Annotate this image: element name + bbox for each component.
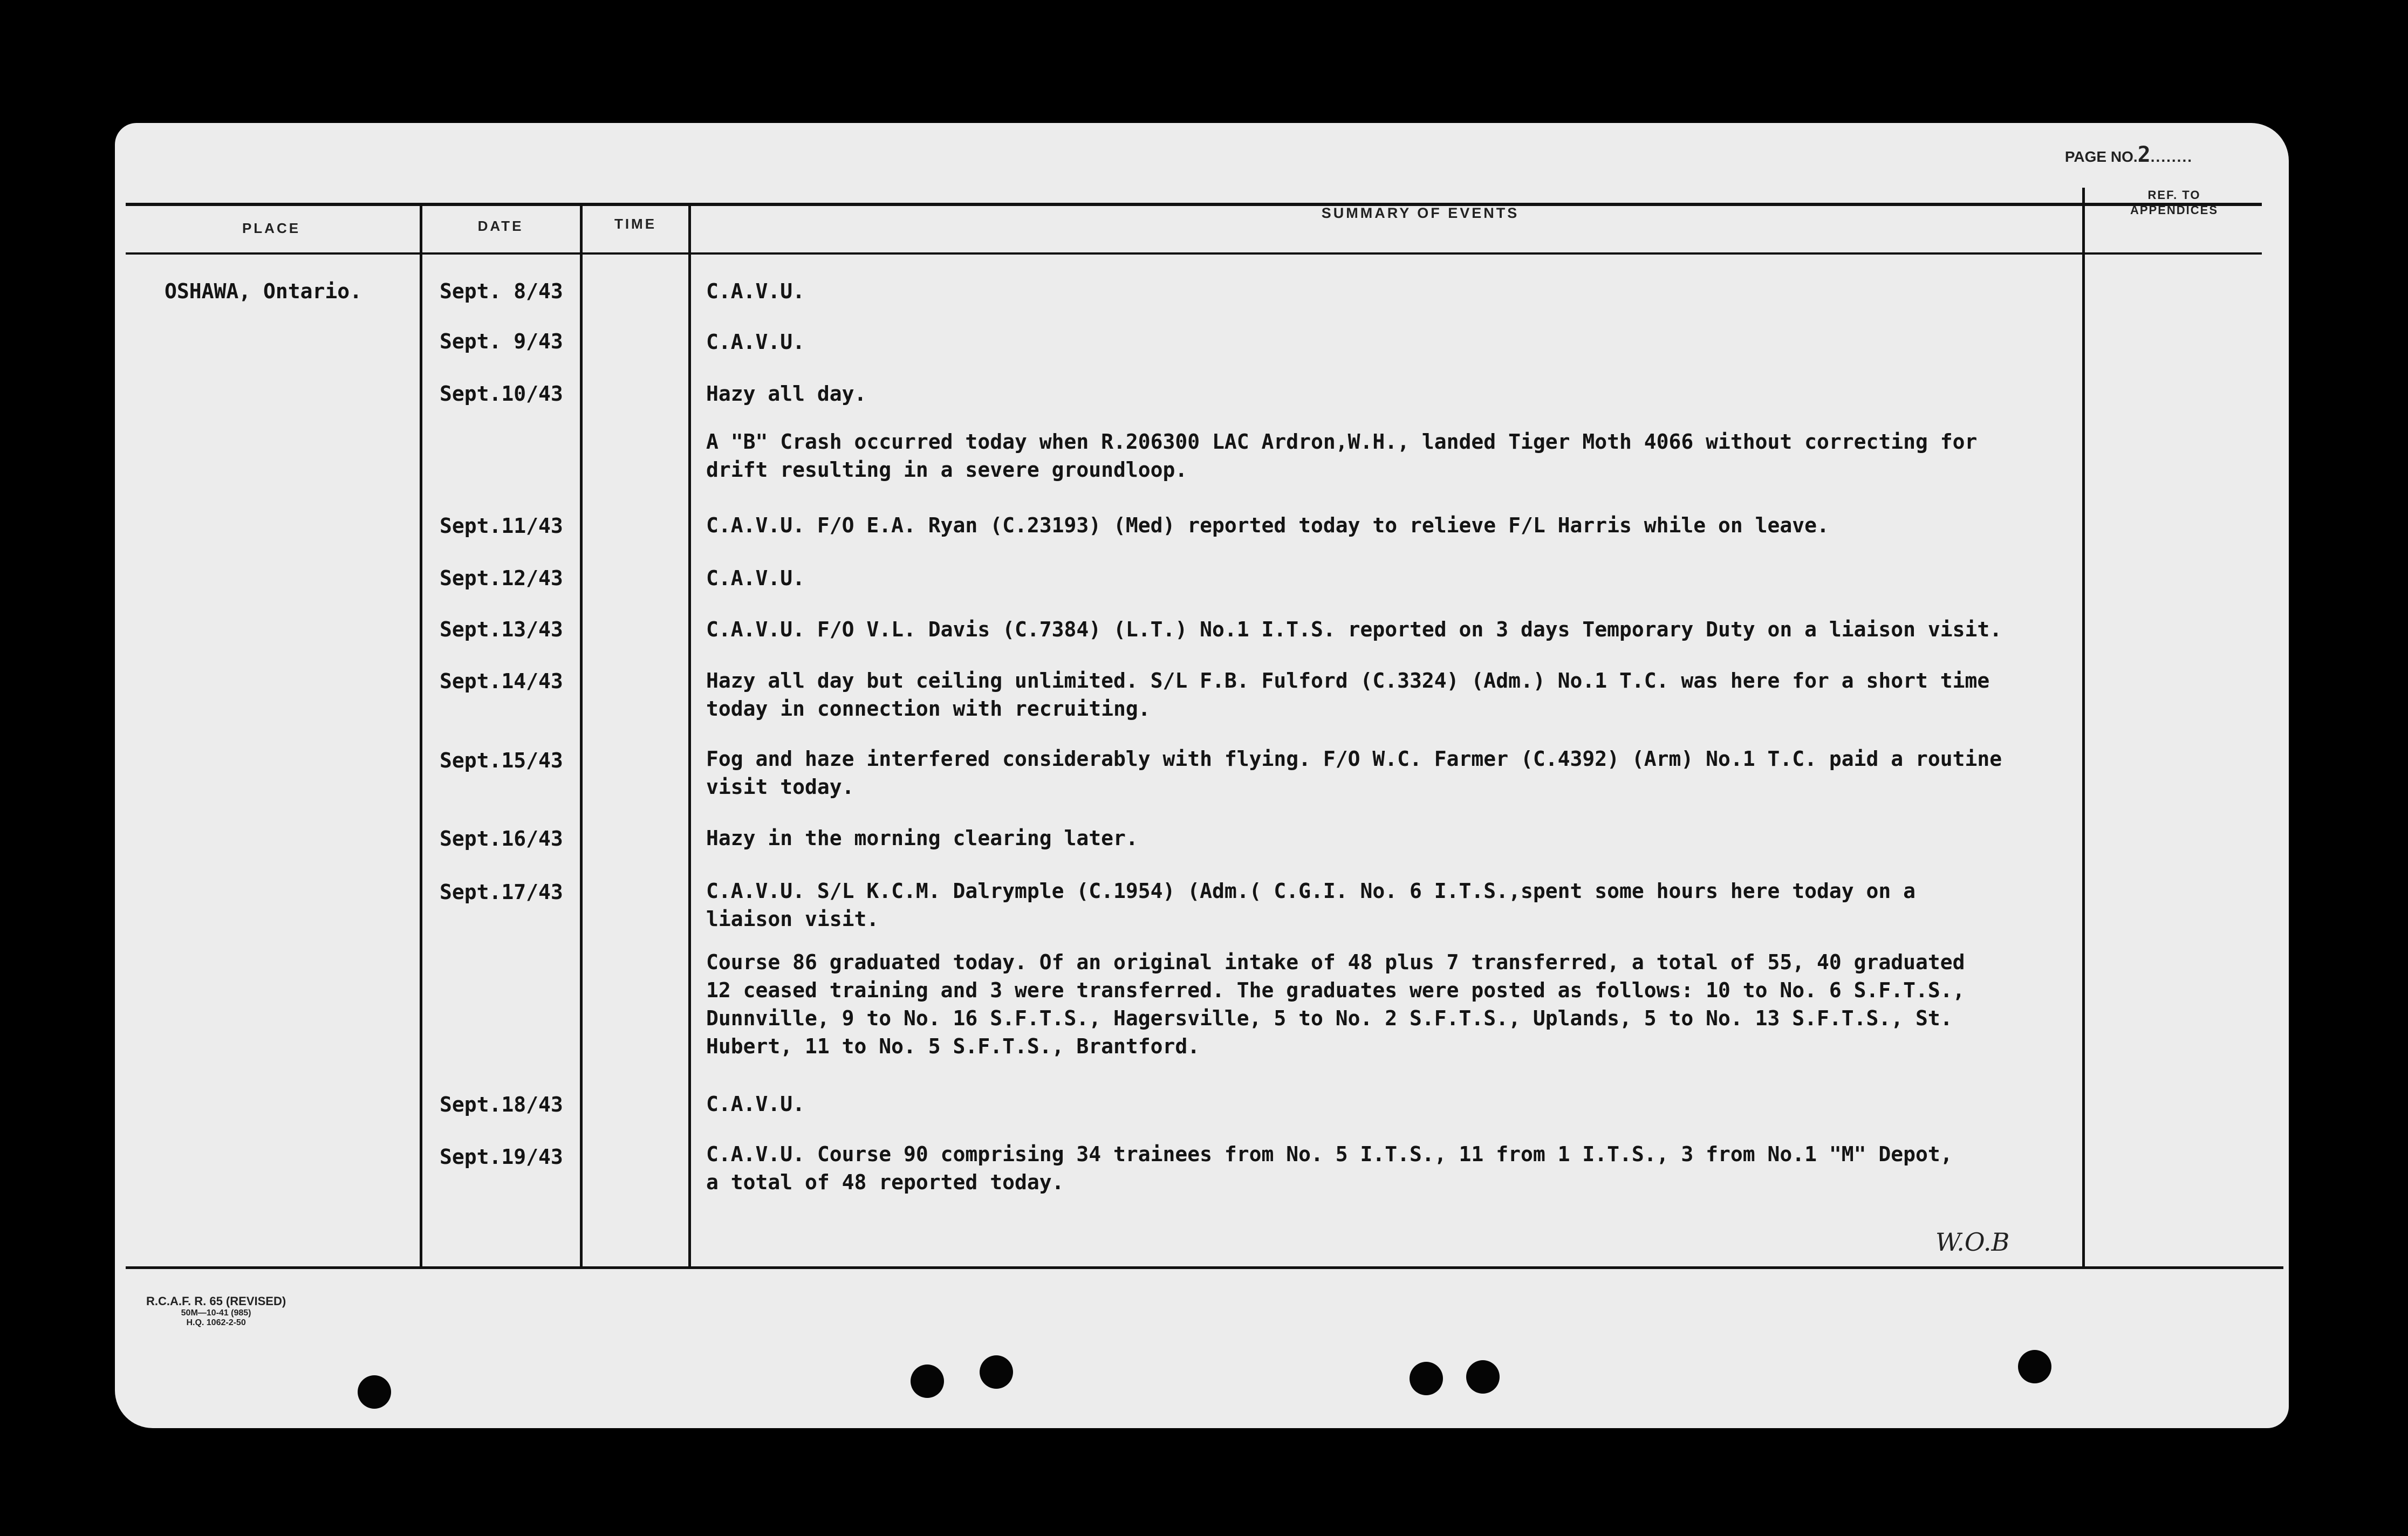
summary-line: C.A.V.U. [706,279,805,303]
date-cell: Sept.13/43 [440,618,563,641]
summary-line: drift resulting in a severe groundloop. [706,458,1188,482]
summary-entry [706,667,1989,723]
col-ref-header [2092,188,2256,218]
summary-entry [706,328,805,356]
date-cell: Sept.14/43 [440,669,563,693]
punch-hole [1466,1360,1500,1394]
summary-line: 12 ceased training and 3 were transferred. The graduates were posted as follows: 10 to No. 6 S.F.T.S., [706,978,1965,1002]
summary-line: C.A.V.U. [706,566,805,590]
summary-entry [706,615,2002,643]
punch-hole [911,1364,944,1398]
punch-hole [980,1355,1013,1389]
place-date-divider [420,206,422,1266]
summary-entry [706,380,866,408]
summary-line: Hazy in the morning clearing later. [706,826,1138,850]
date-cell: Sept.15/43 [440,749,563,772]
date-time-divider [580,206,583,1266]
summary-line: C.A.V.U. F/O V.L. Davis (C.7384) (L.T.) No.1 I.T.S. reported on 3 days Temporary Duty on a liaison visit. [706,618,2002,641]
summary-line: C.A.V.U. [706,330,805,354]
summary-line: C.A.V.U. [706,1092,805,1116]
col-date-header: DATE [477,218,524,234]
summary-entry [706,745,2002,801]
summary-entry [706,824,1138,852]
date-cell: Sept.19/43 [440,1145,563,1169]
summary-line: C.A.V.U. S/L K.C.M. Dalrymple (C.1954) (Adm.( C.G.I. No. 6 I.T.S.,spent some hours here today on a [706,879,1916,903]
col-summary-header: SUMMARY OF EVENTS [1321,205,1520,221]
summary-entry [706,277,805,305]
punch-hole [358,1375,391,1409]
date-cell: Sept.17/43 [440,880,563,904]
summary-line: Hazy all day but ceiling unlimited. S/L F.B. Fulford (C.3324) (Adm.) No.1 T.C. was here for a short time [706,669,1990,692]
form-number-line2: 50M—10-41 (985) [181,1308,251,1318]
summary-entry [706,1140,1953,1196]
date-cell: Sept.11/43 [440,514,563,538]
page-number-value: 2 [2137,142,2151,167]
summary-line: C.A.V.U. Course 90 comprising 34 trainees from No. 5 I.T.S., 11 from 1 I.T.S., 3 from No.1 "M" Depot, [706,1142,1953,1166]
time-summary-divider [688,206,691,1266]
col-place-header: PLACE [242,220,301,236]
table-bottom-rule [126,1266,2283,1269]
summary-line: A "B" Crash occurred today when R.206300 LAC Ardron,W.H., landed Tiger Moth 4066 without correcting for [706,430,1978,454]
col-ref-header-line1: REF. TO [2147,188,2201,202]
summary-line: today in connection with recruiting. [706,697,1151,721]
page-number-label: PAGE NO. [2064,148,2138,165]
place-cell: OSHAWA, Ontario. [165,279,362,303]
header-top-rule [126,203,2262,206]
page-number [2065,142,2193,167]
summary-entry [706,564,805,592]
summary-line: C.A.V.U. F/O E.A. Ryan (C.23193) (Med) reported today to relieve F/L Harris while on leave. [706,513,1829,537]
date-cell: Sept.10/43 [440,382,563,406]
summary-line: a total of 48 reported today. [706,1170,1064,1194]
col-ref-header-line2: APPENDICES [2130,203,2219,217]
date-cell: Sept.12/43 [440,566,563,590]
page-number-dots: ........ [2150,148,2193,165]
form-number-line1: R.C.A.F. R. 65 (REVISED) [146,1294,286,1308]
summary-entry [706,877,1916,933]
punch-hole [1410,1362,1443,1395]
summary-line: visit today. [706,775,854,799]
date-cell: Sept. 9/43 [440,330,563,353]
summary-line: Hubert, 11 to No. 5 S.F.T.S., Brantford. [706,1034,1200,1058]
summary-entry [706,948,1965,1060]
summary-entry [706,428,1977,484]
signature-initials: W.O.B [1935,1228,2010,1257]
header-bottom-rule [126,252,2262,255]
form-number [146,1294,286,1328]
summary-line: Fog and haze interfered considerably with flying. F/O W.C. Farmer (C.4392) (Arm) No.1 T.C. paid a routine [706,747,2002,771]
punch-hole [2018,1350,2051,1383]
summary-entry [706,511,1829,539]
summary-entry [706,1090,805,1118]
summary-ref-divider [2082,188,2085,1266]
form-number-line3: H.Q. 1062-2-50 [186,1318,246,1327]
date-cell: Sept.16/43 [440,827,563,851]
summary-line: Course 86 graduated today. Of an original intake of 48 plus 7 transferred, a total of 55, 40 graduated [706,950,1965,974]
date-cell: Sept. 8/43 [440,279,563,303]
diary-page [115,123,2289,1428]
summary-line: Hazy all day. [706,382,867,406]
col-time-header: TIME [614,216,657,232]
summary-line: liaison visit. [706,907,879,931]
summary-line: Dunnville, 9 to No. 16 S.F.T.S., Hagersville, 5 to No. 2 S.F.T.S., Uplands, 5 to No. 13 S.F.T.S., St. [706,1006,1953,1030]
date-cell: Sept.18/43 [440,1093,563,1116]
